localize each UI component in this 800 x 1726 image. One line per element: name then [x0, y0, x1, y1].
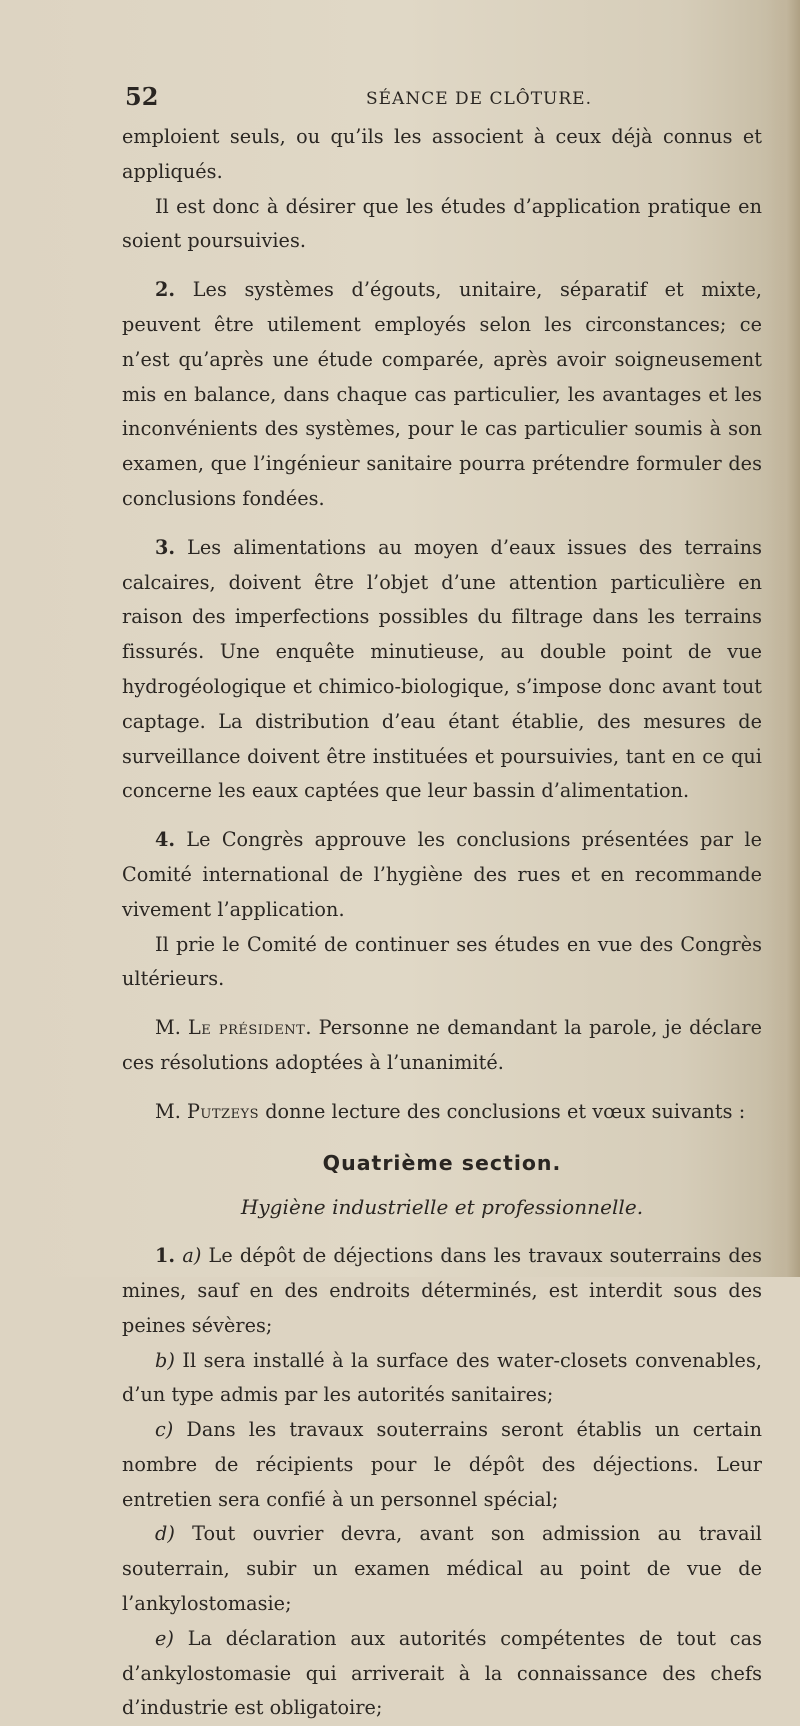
paragraph-item-2: [122, 273, 762, 517]
paragraph-item-3: [122, 531, 762, 809]
list-item-e: [122, 1622, 762, 1726]
paragraph-item-4: [122, 823, 762, 927]
item-number-2: 2.: [155, 278, 176, 302]
list-item-b: [122, 1344, 762, 1414]
list-number-1: 1.: [155, 1244, 176, 1268]
list-text-b: Il sera installé à la surface des water-closets convenables, d’un type admis par les autorités sanitaires;: [122, 1348, 762, 1407]
paragraph-prie: Il prie le Comité de continuer ses études en vue des Congrès ultérieurs.: [122, 932, 762, 991]
paragraph-study: Il est donc à désirer que les études d’application pratique en soient poursuivies.: [122, 194, 762, 253]
list-text-c: Dans les travaux souterrains seront établis un certain nombre de récipients pour le dépôt des déjections. Leur entretien sera confié à un personnel spécial;: [122, 1418, 762, 1511]
paragraph-putzeys: [122, 1095, 762, 1130]
list-item-d: [122, 1517, 762, 1621]
paragraph-continuation: emploient seuls, ou qu’ils les associent à ceux déjà connus et appliqués.: [122, 125, 762, 183]
putzeys-text: donne lecture des conclusions et vœux suivants :: [259, 1099, 746, 1123]
list-label-e: e): [155, 1626, 174, 1650]
list-label-b: b): [155, 1348, 175, 1372]
list-label-d: d): [155, 1522, 175, 1546]
president-name: Le président: [188, 1016, 306, 1040]
list-item-c: [122, 1413, 762, 1517]
page-number: 52: [125, 82, 159, 111]
section-title: Quatrième section.: [322, 1150, 562, 1175]
item-text-3: Les alimentations au moyen d’eaux issues des terrains calcaires, doivent être l’objet d’une attention particulière en raison des imperfections possibles du filtrage dans les terrains fissurés. Une enquête minutieuse, au double point de vue hydrogéologique et chimico-biologique, s’impose donc avant tout captage. La distribution d’eau étant établie, des mesures de surveillance doivent être instituées et poursuivies, tant en ce qui concerne les eaux captées que leur bassin d’alimentation.: [122, 535, 762, 803]
page-content: [122, 82, 762, 1726]
item-number-3: 3.: [155, 535, 176, 559]
item-text-2: Les systèmes d’égouts, unitaire, séparatif et mixte, peuvent être utilement employés selon les circonstances; ce n’est qu’après une étude comparée, après avoir soigneusement mis en balance, dans chaque cas particulier, les avantages et les inconvénients des systèmes, pour le cas particulier soumis à son examen, que l’ingénieur sanitaire pourra prétendre formuler des conclusions fondées.: [122, 278, 762, 510]
president-prefix: M.: [155, 1016, 188, 1040]
list-text-a: Le dépôt de déjections dans les travaux souterrains des mines, sauf en des endroits déterminés, est interdit sous des peines sévères;: [122, 1244, 762, 1337]
list-item-a: [122, 1239, 762, 1343]
putzeys-name: Putzeys: [187, 1099, 260, 1123]
president-text: . Personne ne demandant la parole, je déclare ces résolutions adoptées à l’unanimité.: [122, 1016, 762, 1074]
item-number-4: 4.: [155, 828, 176, 852]
putzeys-prefix: M.: [155, 1099, 187, 1123]
list-label-c: c): [155, 1418, 174, 1442]
section-subtitle: Hygiène industrielle et professionnelle.: [240, 1195, 644, 1220]
list-text-e: La déclaration aux autorités compétentes de tout cas d’ankylostomasie qui arriverait à la connaissance des chefs d’industrie est obligatoire;: [122, 1626, 762, 1720]
item-text-4: Le Congrès approuve les conclusions présentées par le Comité international de l’hygiène des rues et en recommande vivement l’application.: [122, 828, 762, 921]
paragraph-president: [122, 1011, 762, 1081]
list-label-a: a): [182, 1244, 202, 1268]
page-edge-shadow: [770, 0, 800, 1277]
running-title: SÉANCE DE CLÔTURE.: [366, 89, 592, 109]
page-header: [122, 82, 762, 120]
list-text-d: Tout ouvrier devra, avant son admission au travail souterrain, subir un examen médical au point de vue de l’ankylostomasie;: [122, 1522, 762, 1616]
